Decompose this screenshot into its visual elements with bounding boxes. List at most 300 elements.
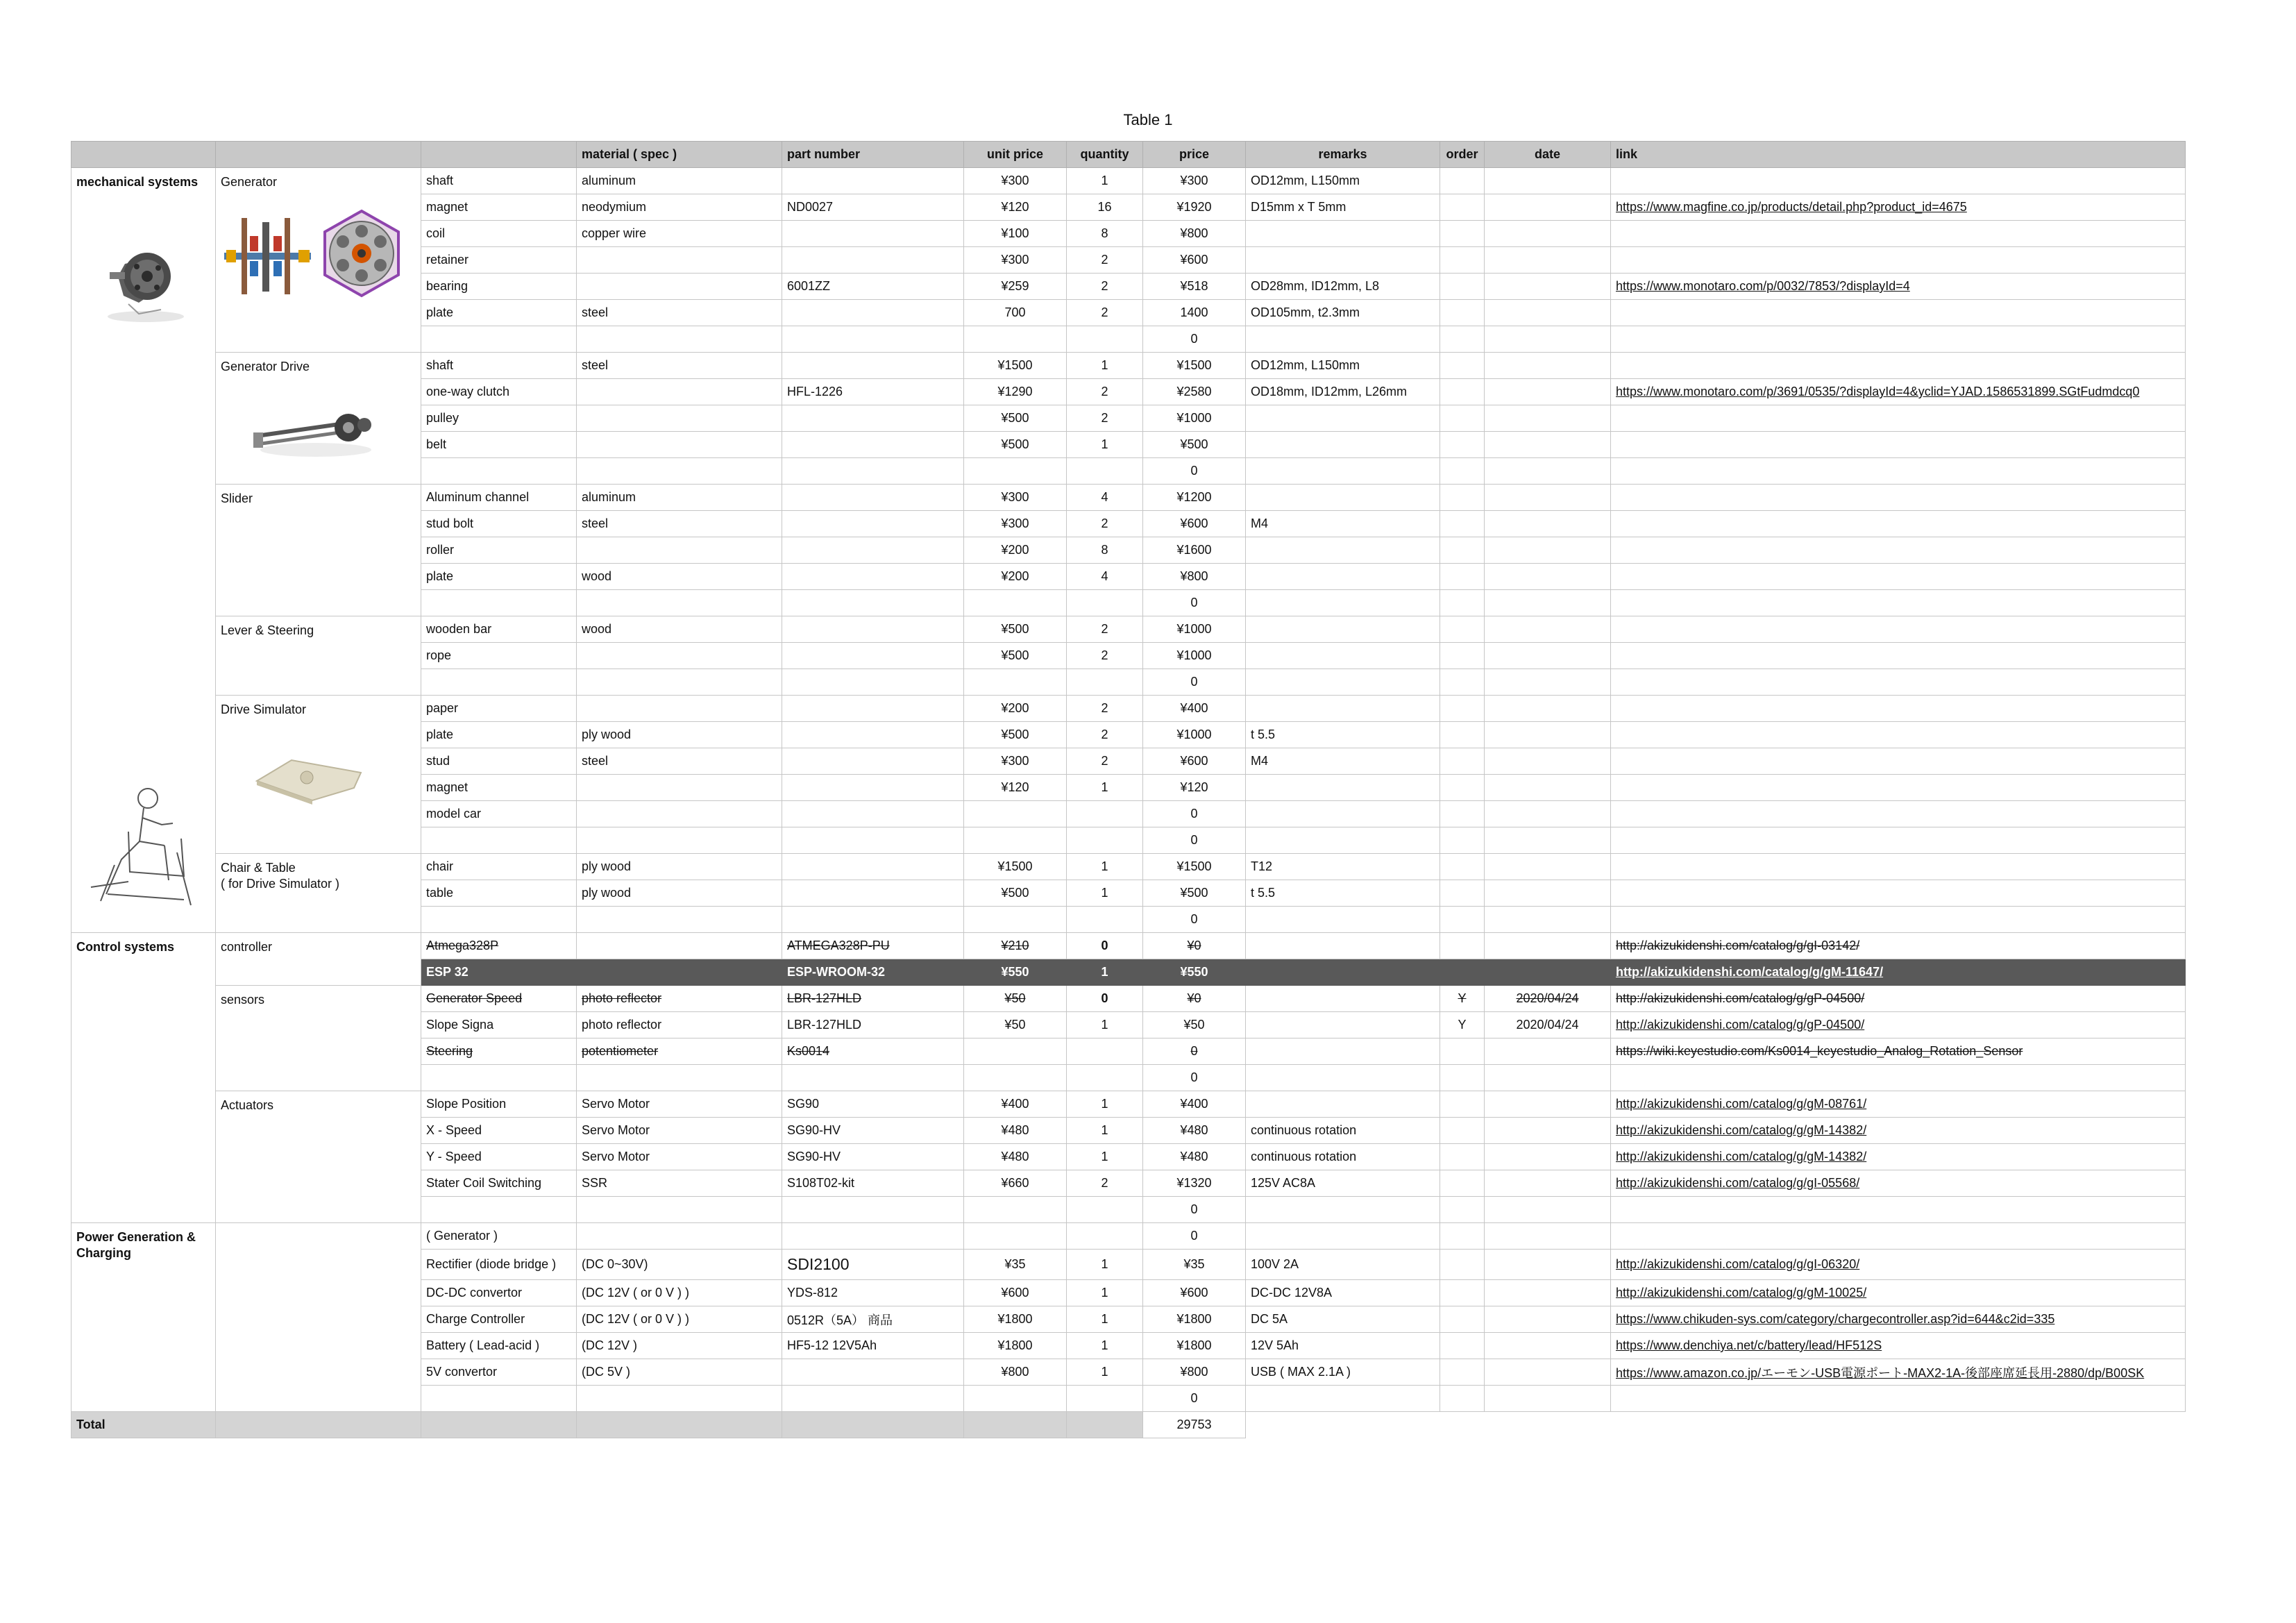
unit-price-cell: ¥300 bbox=[964, 485, 1067, 511]
remarks-cell bbox=[1246, 696, 1440, 722]
part-cell: Atmega328P bbox=[421, 933, 577, 959]
link-cell bbox=[1611, 511, 2186, 537]
date-cell: 2020/04/24 bbox=[1485, 986, 1611, 1012]
total-filler bbox=[421, 1412, 577, 1438]
remarks-cell bbox=[1246, 537, 1440, 564]
part-number-cell bbox=[782, 827, 964, 854]
link-cell[interactable]: http://akizukidenshi.com/catalog/g/gM-08761/ bbox=[1611, 1091, 2186, 1118]
material-cell: wood bbox=[577, 616, 782, 643]
date-cell bbox=[1485, 564, 1611, 590]
part-cell bbox=[421, 1065, 577, 1091]
price-cell: ¥1500 bbox=[1143, 854, 1246, 880]
price-cell: ¥800 bbox=[1143, 221, 1246, 247]
quantity-cell bbox=[1067, 907, 1143, 933]
link-cell bbox=[1611, 907, 2186, 933]
subsystem-name: Lever & Steering bbox=[216, 616, 421, 696]
part-number-cell bbox=[782, 221, 964, 247]
unit-price-cell: ¥480 bbox=[964, 1118, 1067, 1144]
unit-price-cell: ¥200 bbox=[964, 564, 1067, 590]
link-cell bbox=[1611, 458, 2186, 485]
part-cell: Slope Signa bbox=[421, 1012, 577, 1038]
quantity-cell: 2 bbox=[1067, 722, 1143, 748]
material-cell: Servo Motor bbox=[577, 1091, 782, 1118]
date-cell bbox=[1485, 1250, 1611, 1280]
part-cell: Steering bbox=[421, 1038, 577, 1065]
remarks-cell bbox=[1246, 1065, 1440, 1091]
part-cell bbox=[421, 1386, 577, 1412]
order-cell bbox=[1440, 827, 1485, 854]
subsystem-name: Generator Drive bbox=[216, 353, 421, 485]
remarks-cell bbox=[1246, 221, 1440, 247]
part-number-cell: ESP-WROOM-32 bbox=[782, 959, 964, 986]
order-cell bbox=[1440, 1223, 1485, 1250]
order-cell bbox=[1440, 1038, 1485, 1065]
part-number-cell: SG90 bbox=[782, 1091, 964, 1118]
quantity-cell bbox=[1067, 458, 1143, 485]
unit-price-cell: ¥210 bbox=[964, 933, 1067, 959]
part-cell: retainer bbox=[421, 247, 577, 274]
part-cell bbox=[421, 590, 577, 616]
part-number-cell bbox=[782, 1065, 964, 1091]
table-title: Table 1 bbox=[1123, 111, 1173, 128]
unit-price-cell: ¥500 bbox=[964, 432, 1067, 458]
link-cell[interactable]: http://akizukidenshi.com/catalog/g/gM-14382/ bbox=[1611, 1118, 2186, 1144]
part-number-cell bbox=[782, 300, 964, 326]
part-number-cell bbox=[782, 590, 964, 616]
material-cell bbox=[577, 274, 782, 300]
unit-price-cell: ¥500 bbox=[964, 616, 1067, 643]
part-cell: one-way clutch bbox=[421, 379, 577, 405]
total-blank bbox=[1246, 1412, 1440, 1438]
quantity-cell: 0 bbox=[1067, 933, 1143, 959]
remarks-cell: M4 bbox=[1246, 511, 1440, 537]
part-number-cell bbox=[782, 353, 964, 379]
link-cell bbox=[1611, 616, 2186, 643]
unit-price-cell: ¥500 bbox=[964, 880, 1067, 907]
part-cell: table bbox=[421, 880, 577, 907]
price-cell: ¥600 bbox=[1143, 748, 1246, 775]
quantity-cell: 2 bbox=[1067, 748, 1143, 775]
order-cell bbox=[1440, 326, 1485, 353]
link-cell[interactable]: http://akizukidenshi.com/catalog/g/gI-06320/ bbox=[1611, 1250, 2186, 1280]
quantity-cell: 1 bbox=[1067, 432, 1143, 458]
date-cell bbox=[1485, 274, 1611, 300]
subsystem-name bbox=[216, 1223, 421, 1412]
total-label: Total bbox=[71, 1412, 216, 1438]
remarks-cell bbox=[1246, 1197, 1440, 1223]
order-cell bbox=[1440, 168, 1485, 194]
order-cell bbox=[1440, 854, 1485, 880]
link-cell bbox=[1611, 748, 2186, 775]
material-cell: (DC 5V ) bbox=[577, 1359, 782, 1386]
link-cell bbox=[1611, 827, 2186, 854]
part-number-cell bbox=[782, 907, 964, 933]
quantity-cell: 16 bbox=[1067, 194, 1143, 221]
unit-price-cell: ¥120 bbox=[964, 194, 1067, 221]
material-cell: (DC 12V ( or 0 V ) ) bbox=[577, 1306, 782, 1333]
part-cell: belt bbox=[421, 432, 577, 458]
part-number-cell: 0512R（5A） 商品 bbox=[782, 1306, 964, 1333]
remarks-cell: 12V 5Ah bbox=[1246, 1333, 1440, 1359]
price-cell: ¥1000 bbox=[1143, 616, 1246, 643]
material-cell bbox=[577, 1065, 782, 1091]
order-cell bbox=[1440, 458, 1485, 485]
quantity-cell: 1 bbox=[1067, 168, 1143, 194]
part-cell: coil bbox=[421, 221, 577, 247]
unit-price-cell bbox=[964, 1197, 1067, 1223]
unit-price-cell: 700 bbox=[964, 300, 1067, 326]
link-cell[interactable]: http://akizukidenshi.com/catalog/g/gM-14382/ bbox=[1611, 1144, 2186, 1170]
link-cell bbox=[1611, 221, 2186, 247]
date-cell bbox=[1485, 1333, 1611, 1359]
part-number-cell: 6001ZZ bbox=[782, 274, 964, 300]
quantity-cell: 4 bbox=[1067, 564, 1143, 590]
unit-price-cell: ¥800 bbox=[964, 1359, 1067, 1386]
date-cell bbox=[1485, 801, 1611, 827]
part-number-cell bbox=[782, 168, 964, 194]
price-cell: ¥1500 bbox=[1143, 353, 1246, 379]
part-cell: rope bbox=[421, 643, 577, 669]
link-cell bbox=[1611, 696, 2186, 722]
quantity-cell: 2 bbox=[1067, 405, 1143, 432]
material-cell: Servo Motor bbox=[577, 1144, 782, 1170]
unit-price-cell bbox=[964, 669, 1067, 696]
date-cell bbox=[1485, 933, 1611, 959]
table-row bbox=[71, 1223, 2186, 1250]
part-cell: shaft bbox=[421, 168, 577, 194]
part-cell: wooden bar bbox=[421, 616, 577, 643]
quantity-cell: 1 bbox=[1067, 1306, 1143, 1333]
date-cell bbox=[1485, 432, 1611, 458]
part-number-cell bbox=[782, 801, 964, 827]
total-blank bbox=[1440, 1412, 1485, 1438]
date-cell bbox=[1485, 458, 1611, 485]
remarks-cell: continuous rotation bbox=[1246, 1118, 1440, 1144]
part-number-cell bbox=[782, 511, 964, 537]
remarks-cell bbox=[1246, 669, 1440, 696]
quantity-cell: 1 bbox=[1067, 880, 1143, 907]
order-cell bbox=[1440, 696, 1485, 722]
quantity-cell: 8 bbox=[1067, 537, 1143, 564]
link-cell bbox=[1611, 1065, 2186, 1091]
material-cell: steel bbox=[577, 511, 782, 537]
column-header bbox=[71, 142, 216, 168]
part-cell: Aluminum channel bbox=[421, 485, 577, 511]
date-cell bbox=[1485, 696, 1611, 722]
link-cell bbox=[1611, 590, 2186, 616]
price-cell: ¥1800 bbox=[1143, 1333, 1246, 1359]
unit-price-cell: ¥500 bbox=[964, 643, 1067, 669]
link-cell bbox=[1611, 722, 2186, 748]
part-cell: Rectifier (diode bridge ) bbox=[421, 1250, 577, 1280]
price-cell: 0 bbox=[1143, 1386, 1246, 1412]
date-cell bbox=[1485, 168, 1611, 194]
table-row bbox=[71, 168, 2186, 194]
material-cell: potentiometer bbox=[577, 1038, 782, 1065]
link-cell[interactable]: http://akizukidenshi.com/catalog/g/gP-04500/ bbox=[1611, 986, 2186, 1012]
material-cell: aluminum bbox=[577, 485, 782, 511]
part-number-cell: ATMEGA328P-PU bbox=[782, 933, 964, 959]
link-cell[interactable]: http://akizukidenshi.com/catalog/g/gP-04500/ bbox=[1611, 1012, 2186, 1038]
link-cell[interactable]: http://akizukidenshi.com/catalog/g/gM-11647/ bbox=[1611, 959, 2186, 986]
material-cell bbox=[577, 1386, 782, 1412]
date-cell bbox=[1485, 827, 1611, 854]
remarks-cell: USB ( MAX 2.1A ) bbox=[1246, 1359, 1440, 1386]
total-filler bbox=[216, 1412, 421, 1438]
subsystem-name: Slider bbox=[216, 485, 421, 616]
price-cell: 0 bbox=[1143, 458, 1246, 485]
order-cell: Y bbox=[1440, 986, 1485, 1012]
remarks-cell: OD12mm, L150mm bbox=[1246, 353, 1440, 379]
order-cell bbox=[1440, 1118, 1485, 1144]
date-cell bbox=[1485, 1118, 1611, 1144]
link-cell bbox=[1611, 485, 2186, 511]
price-cell: ¥480 bbox=[1143, 1118, 1246, 1144]
price-cell: ¥400 bbox=[1143, 1091, 1246, 1118]
unit-price-cell bbox=[964, 1223, 1067, 1250]
price-cell: ¥480 bbox=[1143, 1144, 1246, 1170]
link-cell[interactable]: https://www.monotaro.com/p/3691/0535/?displayId=4&yclid=YJAD.1586531899.SGtFudmdcq0 bbox=[1611, 379, 2186, 405]
quantity-cell bbox=[1067, 590, 1143, 616]
table-row bbox=[71, 696, 2186, 722]
part-cell: shaft bbox=[421, 353, 577, 379]
material-cell: steel bbox=[577, 748, 782, 775]
material-cell bbox=[577, 643, 782, 669]
remarks-cell: DC-DC 12V8A bbox=[1246, 1280, 1440, 1306]
remarks-cell: M4 bbox=[1246, 748, 1440, 775]
unit-price-cell: ¥100 bbox=[964, 221, 1067, 247]
link-cell bbox=[1611, 880, 2186, 907]
quantity-cell: 1 bbox=[1067, 1333, 1143, 1359]
link-cell[interactable]: http://akizukidenshi.com/catalog/g/gI-03142/ bbox=[1611, 933, 2186, 959]
subsystem-name: Drive Simulator bbox=[216, 696, 421, 854]
date-cell bbox=[1485, 485, 1611, 511]
subsystem-name: controller bbox=[216, 933, 421, 986]
quantity-cell: 1 bbox=[1067, 1280, 1143, 1306]
remarks-cell bbox=[1246, 485, 1440, 511]
remarks-cell: DC 5A bbox=[1246, 1306, 1440, 1333]
material-cell: neodymium bbox=[577, 194, 782, 221]
part-number-cell bbox=[782, 458, 964, 485]
order-cell bbox=[1440, 537, 1485, 564]
remarks-cell: 100V 2A bbox=[1246, 1250, 1440, 1280]
link-cell bbox=[1611, 247, 2186, 274]
order-cell bbox=[1440, 1306, 1485, 1333]
price-cell: ¥1920 bbox=[1143, 194, 1246, 221]
remarks-cell bbox=[1246, 326, 1440, 353]
price-cell: 0 bbox=[1143, 590, 1246, 616]
table-row bbox=[71, 1091, 2186, 1118]
remarks-cell: T12 bbox=[1246, 854, 1440, 880]
quantity-cell: 1 bbox=[1067, 1091, 1143, 1118]
price-cell: ¥500 bbox=[1143, 880, 1246, 907]
price-cell: ¥550 bbox=[1143, 959, 1246, 986]
unit-price-cell: ¥600 bbox=[964, 1280, 1067, 1306]
quantity-cell: 1 bbox=[1067, 1250, 1143, 1280]
part-cell: Battery ( Lead-acid ) bbox=[421, 1333, 577, 1359]
order-cell bbox=[1440, 1250, 1485, 1280]
part-number-cell: LBR-127HLD bbox=[782, 986, 964, 1012]
quantity-cell: 1 bbox=[1067, 959, 1143, 986]
unit-price-cell bbox=[964, 907, 1067, 933]
total-filler bbox=[577, 1412, 782, 1438]
link-cell[interactable]: https://www.chikuden-sys.com/category/chargecontroller.asp?id=644&c2id=335 bbox=[1611, 1306, 2186, 1333]
total-filler bbox=[782, 1412, 964, 1438]
unit-price-cell: ¥500 bbox=[964, 405, 1067, 432]
link-cell bbox=[1611, 300, 2186, 326]
link-cell[interactable]: https://www.amazon.co.jp/エーモン-USB電源ポート-MAX2-1A-後部座席延長用-2880/dp/B00SK bbox=[1611, 1359, 2186, 1386]
date-cell bbox=[1485, 590, 1611, 616]
part-number-cell: HFL-1226 bbox=[782, 379, 964, 405]
subsystem-name: Generator bbox=[216, 168, 421, 353]
date-cell bbox=[1485, 537, 1611, 564]
date-cell bbox=[1485, 353, 1611, 379]
part-cell: Slope Position bbox=[421, 1091, 577, 1118]
quantity-cell bbox=[1067, 1386, 1143, 1412]
remarks-cell: continuous rotation bbox=[1246, 1144, 1440, 1170]
price-cell: ¥1000 bbox=[1143, 643, 1246, 669]
order-cell bbox=[1440, 485, 1485, 511]
total-blank bbox=[1611, 1412, 2186, 1438]
unit-price-cell: ¥1800 bbox=[964, 1333, 1067, 1359]
material-cell: photo reflector bbox=[577, 1012, 782, 1038]
material-cell bbox=[577, 1223, 782, 1250]
remarks-cell bbox=[1246, 933, 1440, 959]
remarks-cell bbox=[1246, 1223, 1440, 1250]
link-cell bbox=[1611, 669, 2186, 696]
price-cell: ¥0 bbox=[1143, 986, 1246, 1012]
quantity-cell bbox=[1067, 1223, 1143, 1250]
unit-price-cell: ¥200 bbox=[964, 696, 1067, 722]
part-number-cell bbox=[782, 564, 964, 590]
table-row bbox=[71, 933, 2186, 959]
part-number-cell bbox=[782, 1197, 964, 1223]
table-row bbox=[71, 485, 2186, 511]
link-cell[interactable]: http://akizukidenshi.com/catalog/g/gM-10025/ bbox=[1611, 1280, 2186, 1306]
link-cell[interactable]: https://www.denchiya.net/c/battery/lead/HF512S bbox=[1611, 1333, 2186, 1359]
link-cell bbox=[1611, 564, 2186, 590]
quantity-cell: 2 bbox=[1067, 247, 1143, 274]
link-cell[interactable]: https://www.monotaro.com/p/0032/7853/?displayId=4 bbox=[1611, 274, 2186, 300]
order-cell bbox=[1440, 643, 1485, 669]
link-cell bbox=[1611, 801, 2186, 827]
part-cell bbox=[421, 1197, 577, 1223]
unit-price-cell: ¥400 bbox=[964, 1091, 1067, 1118]
link-cell[interactable]: https://www.magfine.co.jp/products/detail.php?product_id=4675 bbox=[1611, 194, 2186, 221]
remarks-cell bbox=[1246, 1386, 1440, 1412]
date-cell bbox=[1485, 1065, 1611, 1091]
part-cell: model car bbox=[421, 801, 577, 827]
part-cell: plate bbox=[421, 300, 577, 326]
order-cell bbox=[1440, 564, 1485, 590]
date-cell: 2020/04/24 bbox=[1485, 1012, 1611, 1038]
date-cell bbox=[1485, 775, 1611, 801]
unit-price-cell bbox=[964, 1386, 1067, 1412]
material-cell bbox=[577, 458, 782, 485]
price-cell: ¥1600 bbox=[1143, 537, 1246, 564]
link-cell[interactable]: https://wiki.keyestudio.com/Ks0014_keyestudio_Analog_Rotation_Sensor bbox=[1611, 1038, 2186, 1065]
part-number-cell: YDS-812 bbox=[782, 1280, 964, 1306]
part-number-cell bbox=[782, 1386, 964, 1412]
part-cell: Charge Controller bbox=[421, 1306, 577, 1333]
link-cell bbox=[1611, 353, 2186, 379]
order-cell bbox=[1440, 590, 1485, 616]
quantity-cell: 1 bbox=[1067, 1012, 1143, 1038]
unit-price-cell: ¥200 bbox=[964, 537, 1067, 564]
header-row bbox=[71, 142, 2186, 168]
quantity-cell: 4 bbox=[1067, 485, 1143, 511]
unit-price-cell: ¥120 bbox=[964, 775, 1067, 801]
subsystem-name: sensors bbox=[216, 986, 421, 1091]
unit-price-cell: ¥1500 bbox=[964, 854, 1067, 880]
quantity-cell: 1 bbox=[1067, 1359, 1143, 1386]
column-header: unit price bbox=[964, 142, 1067, 168]
quantity-cell: 2 bbox=[1067, 300, 1143, 326]
quantity-cell: 2 bbox=[1067, 643, 1143, 669]
link-cell bbox=[1611, 1223, 2186, 1250]
material-cell: (DC 0~30V) bbox=[577, 1250, 782, 1280]
price-cell: ¥600 bbox=[1143, 247, 1246, 274]
quantity-cell: 1 bbox=[1067, 353, 1143, 379]
date-cell bbox=[1485, 1386, 1611, 1412]
part-cell: magnet bbox=[421, 194, 577, 221]
part-cell: X - Speed bbox=[421, 1118, 577, 1144]
remarks-cell bbox=[1246, 1091, 1440, 1118]
unit-price-cell: ¥550 bbox=[964, 959, 1067, 986]
quantity-cell bbox=[1067, 326, 1143, 353]
part-cell bbox=[421, 907, 577, 933]
price-cell: ¥1320 bbox=[1143, 1170, 1246, 1197]
material-cell bbox=[577, 933, 782, 959]
date-cell bbox=[1485, 748, 1611, 775]
part-number-cell: S108T02-kit bbox=[782, 1170, 964, 1197]
unit-price-cell bbox=[964, 1038, 1067, 1065]
link-cell bbox=[1611, 854, 2186, 880]
unit-price-cell: ¥1500 bbox=[964, 353, 1067, 379]
remarks-cell bbox=[1246, 432, 1440, 458]
total-blank bbox=[1485, 1412, 1611, 1438]
part-cell: bearing bbox=[421, 274, 577, 300]
quantity-cell bbox=[1067, 669, 1143, 696]
link-cell[interactable]: http://akizukidenshi.com/catalog/g/gI-05568/ bbox=[1611, 1170, 2186, 1197]
unit-price-cell bbox=[964, 458, 1067, 485]
part-number-cell bbox=[782, 854, 964, 880]
part-number-cell bbox=[782, 537, 964, 564]
remarks-cell bbox=[1246, 986, 1440, 1012]
unit-price-cell: ¥35 bbox=[964, 1250, 1067, 1280]
order-cell bbox=[1440, 1091, 1485, 1118]
price-cell: ¥2580 bbox=[1143, 379, 1246, 405]
unit-price-cell: ¥1800 bbox=[964, 1306, 1067, 1333]
part-number-cell: SG90-HV bbox=[782, 1118, 964, 1144]
order-cell bbox=[1440, 801, 1485, 827]
part-cell bbox=[421, 458, 577, 485]
part-number-cell bbox=[782, 405, 964, 432]
link-cell bbox=[1611, 168, 2186, 194]
order-cell bbox=[1440, 432, 1485, 458]
order-cell: Y bbox=[1440, 1012, 1485, 1038]
table-row bbox=[71, 986, 2186, 1012]
order-cell bbox=[1440, 194, 1485, 221]
quantity-cell: 1 bbox=[1067, 854, 1143, 880]
order-cell bbox=[1440, 353, 1485, 379]
order-cell bbox=[1440, 300, 1485, 326]
date-cell bbox=[1485, 722, 1611, 748]
remarks-cell bbox=[1246, 827, 1440, 854]
material-cell bbox=[577, 827, 782, 854]
column-header: order bbox=[1440, 142, 1485, 168]
order-cell bbox=[1440, 274, 1485, 300]
